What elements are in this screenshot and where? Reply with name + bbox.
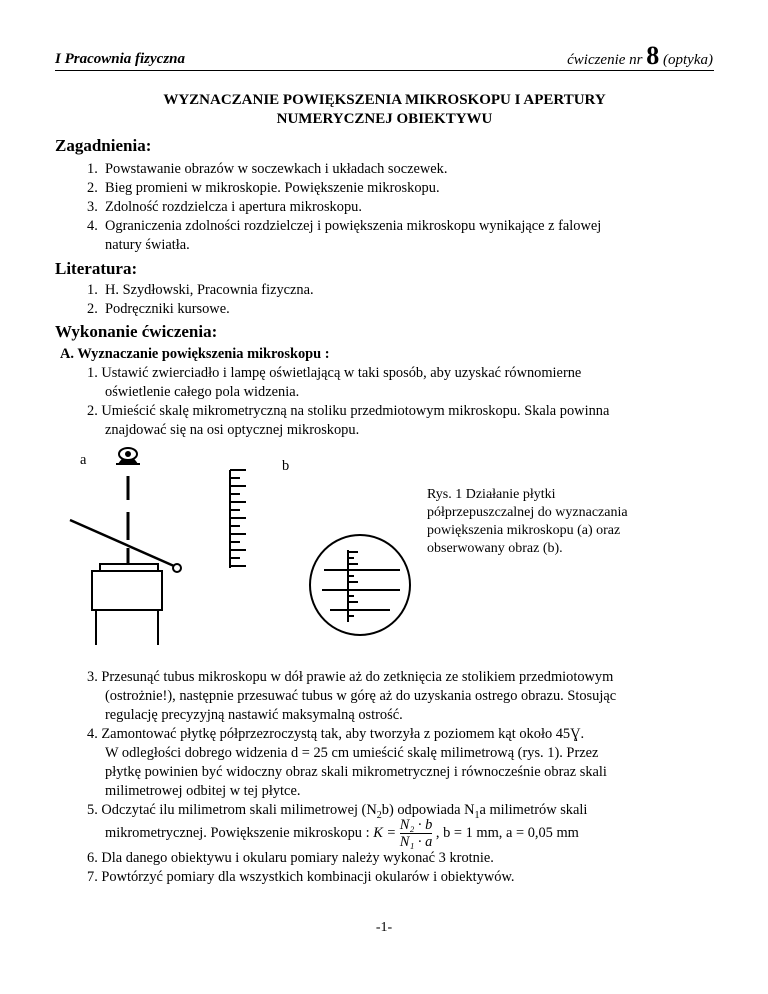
figure-caption-line: powiększenia mikroskopu (a) oraz	[427, 523, 621, 538]
step-5-text: mikrometrycznej. Powiększenie mikroskopu :	[105, 825, 370, 841]
step-3-line-1: 3. Przesunąć tubus mikroskopu w dół prawie aż do zetknięcia ze stolikiem przedmiotowym	[87, 669, 614, 685]
zagadnienia-num-3: 3.	[87, 199, 98, 215]
page-number: -1-	[375, 920, 393, 935]
formula-fraction	[400, 817, 433, 850]
zagadnienia-heading: Zagadnienia:	[55, 136, 152, 155]
zagadnienia-num-1: 1.	[87, 161, 98, 177]
step-5-text-1: 5. Odczytać ilu milimetrom skali milimetrowej (N	[87, 802, 377, 818]
header-rule	[55, 70, 714, 71]
stage-top	[100, 564, 158, 571]
step-5-text-2: b) odpowiada N	[381, 802, 475, 818]
step-7: 7. Powtórzyć pomiary dla wszystkich kombinacji okularów i obiektywów.	[87, 869, 515, 885]
step-5-sub-2: 1	[474, 809, 480, 821]
step-4-line-2: W odległości dobrego widzenia d = 25 cm umieścić skalę milimetrową (rys. 1). Przez	[105, 745, 599, 761]
title-line-1: WYZNACZANIE POWIĘKSZENIA MIKROSKOPU I APERTURY	[163, 92, 606, 108]
figure-label-b: b	[282, 458, 290, 474]
formula-denominator: N₁ · a	[399, 834, 433, 851]
wykonanie-heading: Wykonanie ćwiczenia:	[55, 322, 218, 341]
header-exercise-prefix: ćwiczenie nr	[567, 52, 643, 68]
step-4-line-1: 4. Zamontować płytkę półprzezroczystą tak, aby tworzyła z poziomem kąt około 45Ɣ.	[87, 726, 585, 742]
figure-label-a: a	[80, 452, 87, 468]
step-3-line-2: (ostrożnie!), następnie przesuwać tubus w górę aż do uzyskania ostrego obrazu. Stosując	[105, 688, 617, 704]
section-a-heading: A. Wyznaczanie powiększenia mikroskopu :	[60, 346, 330, 362]
step-6: 6. Dla danego obiektywu i okularu pomiary należy wykonać 3 krotnie.	[87, 850, 494, 866]
observed-image	[310, 535, 410, 635]
microscope-body	[92, 571, 162, 610]
figure-diagram	[60, 440, 440, 660]
formula-lhs: K =	[373, 825, 397, 841]
step-1-line-1: 1. Ustawić zwierciadło i lampę oświetlającą w taki sposób, aby uzyskać równomierne	[87, 365, 582, 381]
figure-caption	[427, 486, 628, 558]
title-line-2: NUMERYCZNEJ OBIEKTYWU	[276, 111, 493, 127]
step-1-line-2: oświetlenie całego pola widzenia.	[105, 384, 300, 400]
semi-transparent-plate	[70, 520, 174, 566]
literatura-num-1: 1.	[87, 282, 98, 298]
step-3-line-3: regulację precyzyjną nastawić maksymalną ostrość.	[105, 707, 403, 723]
formula-rest: , b = 1 mm, a = 0,05 mm	[435, 825, 579, 841]
zagadnienia-num-2: 2.	[87, 180, 98, 196]
header-exercise-suffix: (optyka)	[663, 52, 713, 68]
zagadnienia-item: Powstawanie obrazów w soczewkach i układach soczewek.	[105, 161, 448, 177]
millimeter-scale	[230, 470, 246, 568]
literatura-item: H. Szydłowski, Pracownia fizyczna.	[105, 282, 314, 298]
step-5-text-3: a milimetrów skali	[479, 802, 588, 818]
plate-pivot	[173, 564, 181, 572]
step-2-line-1: 2. Umieścić skalę mikrometryczną na stoliku przedmiotowym mikroskopu. Skala powinna	[87, 403, 610, 419]
eye-icon	[116, 448, 140, 464]
header-exercise-number: 8	[646, 41, 660, 70]
literatura-heading: Literatura:	[55, 259, 138, 278]
figure-caption-line: Rys. 1 Działanie płytki	[427, 487, 556, 502]
zagadnienia-item: Bieg promieni w mikroskopie. Powiększenie mikroskopu.	[105, 180, 440, 196]
literatura-num-2: 2.	[87, 301, 98, 317]
formula-numerator: N₂ · b	[399, 817, 433, 834]
figure-caption-line: obserwowany obraz (b).	[427, 541, 563, 556]
step-5-line-2	[105, 814, 579, 852]
step-4-line-4: milimetrowej odbitej w tej płytce.	[105, 783, 301, 799]
zagadnienia-num-4: 4.	[87, 218, 98, 234]
step-4-line-3: płytkę powinien być widoczny obraz skali mikrometrycznej i równocześnie obraz skali	[105, 764, 607, 780]
figure-caption-line: półprzepuszczalnej do wyznaczania	[427, 505, 628, 520]
step-5-sub-1: 2	[376, 809, 382, 821]
literatura-item: Podręczniki kursowe.	[105, 301, 230, 317]
zagadnienia-item: Ograniczenia zdolności rozdzielczej i powiększenia mikroskopu wynikające z falowej	[105, 218, 602, 234]
step-2-line-2: znajdować się na osi optycznej mikroskopu.	[105, 422, 360, 438]
header-right	[567, 41, 713, 71]
zagadnienia-item-cont: natury światła.	[105, 237, 190, 253]
header-left: I Pracownia fizyczna	[55, 51, 186, 67]
zagadnienia-item: Zdolność rozdzielcza i apertura mikroskopu.	[105, 199, 362, 215]
